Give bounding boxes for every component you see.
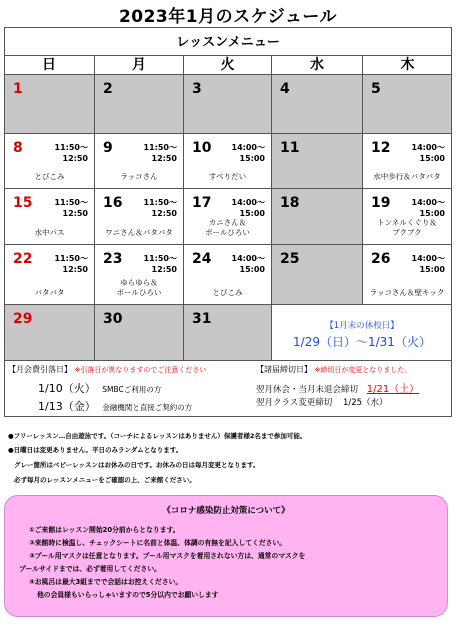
lesson-time-start: 14:00～ xyxy=(231,143,265,152)
deadline-info xyxy=(256,364,452,416)
covid-line-1: ①ご来館はレッスン開始20分前からとなります。 xyxy=(29,526,180,534)
covid-line-6: 他の会員様もいらっしゃいますので5分以内でお願いします xyxy=(37,591,219,599)
lesson-time xyxy=(412,142,445,164)
closure-box xyxy=(272,305,452,361)
lesson-name: とびこみ xyxy=(34,172,65,181)
lesson-time xyxy=(232,142,265,164)
lesson-time xyxy=(144,142,177,164)
note-gray: グレー箇所はベビーレッスンはお休みの日です。お休みの日は毎月変更となります。 xyxy=(14,461,260,469)
lesson-time xyxy=(412,253,445,275)
lesson-name: すべりだい xyxy=(208,172,247,181)
lesson-time-end: 12:50 xyxy=(151,209,177,218)
lesson-name: バタバタ xyxy=(34,288,65,297)
lesson-time-end: 12:50 xyxy=(151,265,177,274)
covid-box xyxy=(4,495,448,617)
calendar-day-cell xyxy=(184,75,272,134)
lesson-name: 水中歩行＆バタバタ xyxy=(373,172,441,181)
lesson-time-end: 15:00 xyxy=(239,265,265,274)
calendar-day-cell xyxy=(184,189,272,245)
day-number: 22 xyxy=(13,251,33,267)
billing-date-2: 1/13（金） xyxy=(38,400,96,413)
deadline-date-2: 1/25（水） xyxy=(342,398,388,408)
calendar-day-cell xyxy=(272,134,363,189)
day-number: 25 xyxy=(280,251,300,267)
day-number: 4 xyxy=(280,81,290,97)
weekday-header: 木 xyxy=(363,56,452,75)
lesson-time xyxy=(232,253,265,275)
lesson-time-start: 14:00～ xyxy=(411,198,445,207)
day-number: 12 xyxy=(371,140,391,156)
lesson-time-end: 15:00 xyxy=(239,154,265,163)
lesson-time-end: 12:50 xyxy=(62,265,88,274)
calendar-day-cell xyxy=(272,75,363,134)
day-number: 15 xyxy=(13,195,33,211)
lesson-name: カニさん＆ ボールひろい xyxy=(205,218,250,237)
day-number: 31 xyxy=(192,311,212,327)
day-number: 19 xyxy=(371,195,391,211)
calendar-day-cell xyxy=(363,189,452,245)
day-number: 9 xyxy=(103,140,113,156)
calendar-day-cell xyxy=(95,305,184,361)
weekday-header: 日 xyxy=(4,56,95,75)
calendar-day-cell xyxy=(272,189,363,245)
lesson-time-start: 11:50～ xyxy=(143,143,177,152)
lesson-name: トンネルくぐり＆ ブクブク xyxy=(377,218,437,237)
calendar-day-cell xyxy=(363,134,452,189)
note-sunday: ●日曜日は変更ありません。平日のみランダムとなります。 xyxy=(8,446,183,454)
covid-line-4: プールサイドまでは、必ず着用してください。 xyxy=(19,565,161,573)
lesson-time-start: 14:00～ xyxy=(411,254,445,263)
billing-heading: 【月会費引落日】 xyxy=(8,365,72,374)
lesson-time-start: 11:50～ xyxy=(54,143,88,152)
deadline-heading: 【諸届締切日】 xyxy=(256,365,312,374)
calendar-day-cell xyxy=(4,305,95,361)
day-number: 29 xyxy=(13,311,33,327)
lesson-time-end: 12:50 xyxy=(62,209,88,218)
day-number: 11 xyxy=(280,140,300,156)
deadline-note: ※締切日が変更となりました。 xyxy=(314,366,412,374)
lesson-time xyxy=(55,253,88,275)
weekday-header: 水 xyxy=(272,56,363,75)
day-number: 23 xyxy=(103,251,123,267)
calendar-day-cell xyxy=(95,245,184,305)
lesson-time-start: 11:50～ xyxy=(143,198,177,207)
lesson-time-end: 15:00 xyxy=(419,154,445,163)
day-number: 2 xyxy=(103,81,113,97)
calendar-day-cell xyxy=(4,75,95,134)
billing-desc-2: 金融機関と直接ご契約の方 xyxy=(102,403,193,412)
deadline-label-1: 翌月休会・当月末退会締切 xyxy=(256,385,359,395)
billing-date-1: 1/10（火） xyxy=(38,382,96,395)
calendar-day-cell xyxy=(272,245,363,305)
day-number: 18 xyxy=(280,195,300,211)
covid-line-2: ②来館時に検温し、チェックシートに名前と体温、体調の有無を記入してください。 xyxy=(29,539,287,547)
deadline-date-1: 1/21（土） xyxy=(366,384,420,395)
lesson-time xyxy=(55,197,88,219)
lesson-time-end: 12:50 xyxy=(151,154,177,163)
day-number: 30 xyxy=(103,311,123,327)
covid-line-3: ③プール用マスクは任意となります。プール用マスクを着用されない方は、通常のマスクを xyxy=(29,552,306,560)
day-number: 1 xyxy=(13,81,23,97)
deadline-label-2: 翌月クラス変更締切 xyxy=(256,398,333,408)
calendar-day-cell xyxy=(184,134,272,189)
calendar-day-cell xyxy=(363,75,452,134)
lesson-time-start: 14:00～ xyxy=(231,198,265,207)
lesson-name: とびこみ xyxy=(212,288,243,297)
billing-desc-1: SMBCご利用の方 xyxy=(102,385,162,394)
billing-info xyxy=(8,364,270,416)
day-number: 5 xyxy=(371,81,381,97)
lesson-name: ゆらゆら＆ ボールひろい xyxy=(116,278,162,297)
closure-heading: 【1月末の休校日】 xyxy=(325,321,399,331)
calendar-day-cell xyxy=(4,245,95,305)
day-number: 3 xyxy=(192,81,202,97)
lesson-time-start: 11:50～ xyxy=(54,198,88,207)
page-title: 2023年1月のスケジュール xyxy=(118,7,338,27)
covid-title: 《コロナ感染防止対策について》 xyxy=(162,506,290,516)
lesson-name: ラッコさん＆壁キック xyxy=(369,288,445,297)
lesson-time-end: 12:50 xyxy=(62,154,88,163)
calendar-day-cell xyxy=(95,134,184,189)
lesson-time xyxy=(144,253,177,275)
day-number: 17 xyxy=(192,195,212,211)
day-number: 10 xyxy=(192,140,212,156)
calendar-day-cell xyxy=(4,134,95,189)
day-number: 24 xyxy=(192,251,212,267)
lesson-name: ワニさん＆バタバタ xyxy=(105,228,173,237)
lesson-time-start: 14:00～ xyxy=(411,143,445,152)
covid-line-5: ④お風呂は最大3組までで会話はお控えください。 xyxy=(29,578,183,586)
calendar-day-cell xyxy=(363,245,452,305)
lesson-time-start: 11:50～ xyxy=(54,254,88,263)
calendar-day-cell xyxy=(184,245,272,305)
calendar-day-cell xyxy=(95,189,184,245)
lesson-time xyxy=(55,142,88,164)
lesson-time-end: 15:00 xyxy=(419,265,445,274)
billing-note: ※引落日が異なりますのでご注意ください xyxy=(74,366,207,374)
weekday-header: 月 xyxy=(95,56,184,75)
lesson-time xyxy=(232,197,265,219)
lesson-time-start: 14:00～ xyxy=(231,254,265,263)
weekday-header: 火 xyxy=(184,56,272,75)
lesson-name: 水中パス xyxy=(34,228,65,237)
day-number: 8 xyxy=(13,140,23,156)
day-number: 16 xyxy=(103,195,123,211)
lesson-time-end: 15:00 xyxy=(239,209,265,218)
day-number: 26 xyxy=(371,251,391,267)
calendar-day-cell xyxy=(184,305,272,361)
note-confirm: 必ず毎月のレッスンメニューをご確認の上、ご来館ください。 xyxy=(14,476,196,484)
lesson-time xyxy=(144,197,177,219)
lesson-name: ラッコさん xyxy=(120,172,158,181)
lesson-time xyxy=(412,197,445,219)
note-free-lesson: ●フリーレッスン…自由遊泳です。（コーチによるレッスンはありません）保護者様2名まで参加可能。 xyxy=(8,432,307,440)
lesson-time-end: 15:00 xyxy=(419,209,445,218)
lesson-time-start: 11:50～ xyxy=(143,254,177,263)
lesson-menu-header: レッスンメニュー xyxy=(4,27,452,56)
calendar-day-cell xyxy=(4,189,95,245)
calendar-day-cell xyxy=(95,75,184,134)
closure-dates: 1/29（日）～1/31（火） xyxy=(293,335,431,349)
